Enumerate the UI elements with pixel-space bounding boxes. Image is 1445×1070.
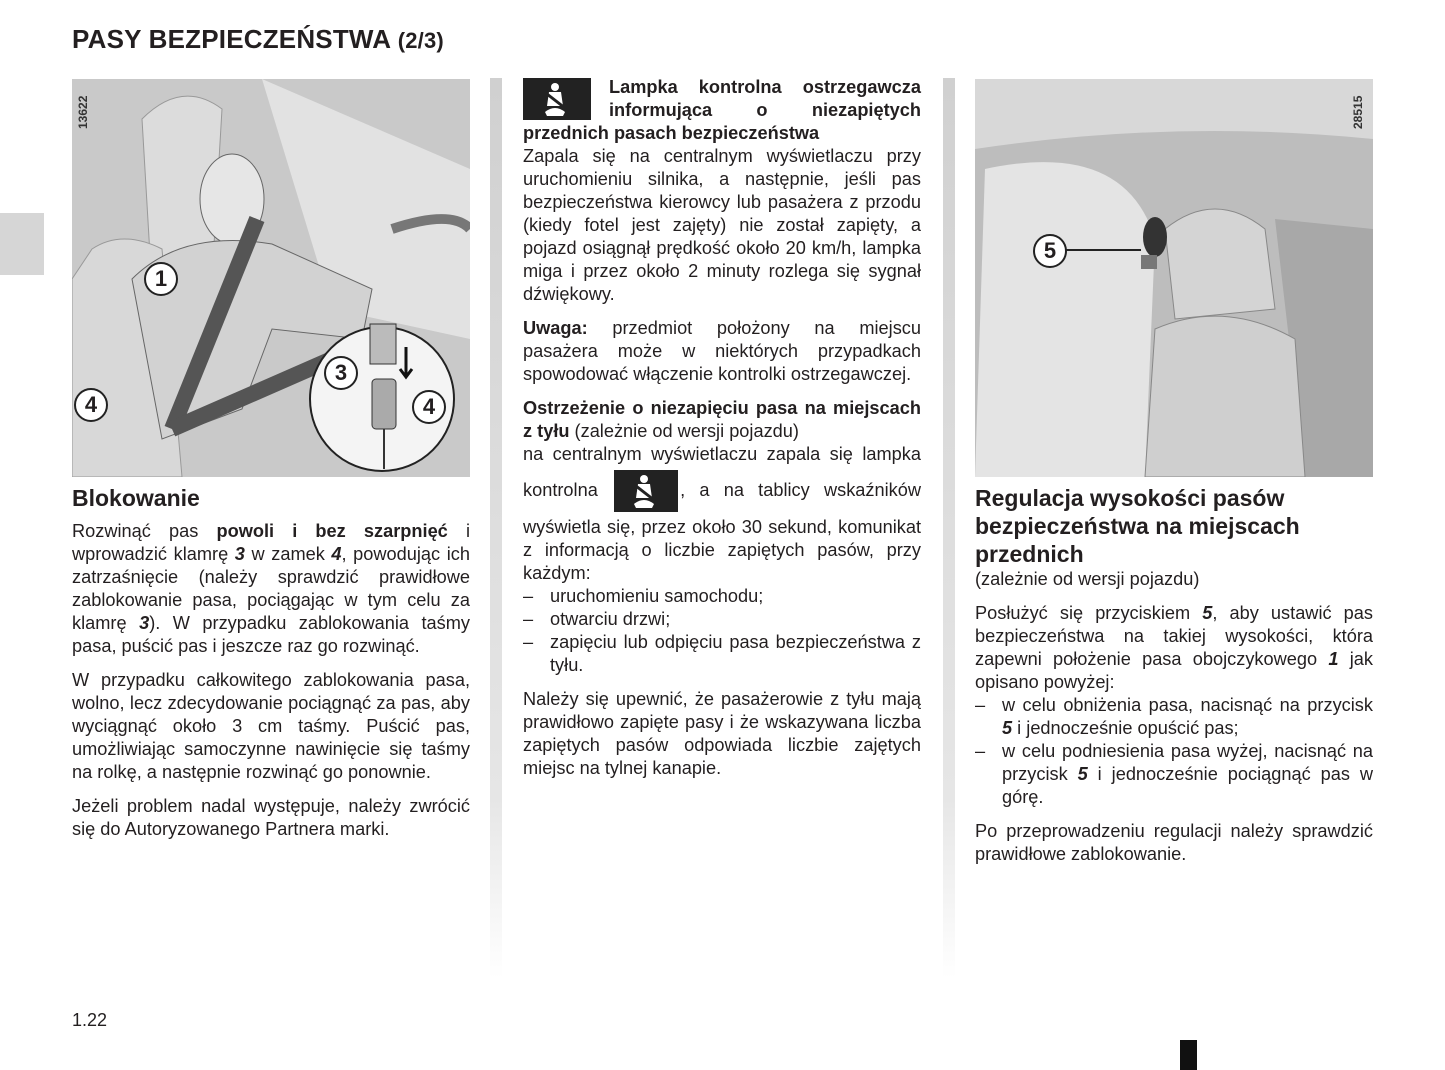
paragraph: Po przeprowadzeniu regulacji należy sprawdzić prawidłowe zablokowanie. [975,821,1373,864]
middle-column [523,76,921,791]
column-divider [490,78,502,978]
paragraph: Należy się upewnić, że pasażerowie z tyłu mają prawidłowo zapięte pasy i że wskazywana liczba zapiętych pasów odpowiada liczbie zajętych miejsc na tylnej kanapie. [523,689,921,778]
right-column [975,484,1373,877]
paragraph: Rozwinąć pas powoli i bez szarpnięć i wprowadzić klamrę 3 w zamek 4, powodując ich zatrzaśnięcie (należy sprawdzić prawidłowe zablokowanie pasa, pociągając w tym celu za klamrę 3). W przypadku zablokowania taśmy pasa, puścić pas i jeszcze raz go rozwinąć. [72,521,471,656]
heading-blokowanie: Blokowanie [72,485,200,511]
seatbelt-height-adjuster-illustration [975,79,1373,477]
paragraph: Posłużyć się przyciskiem 5, aby ustawić pas bezpieczeństwa na takiej wysokości, która zapewni położenie pasa obojczykowego 1 jak opisano powyżej: [975,603,1373,692]
version-note: (zależnie od wersji pojazdu) [975,569,1200,589]
callout-5: 5 [1033,234,1067,268]
callout-1: 1 [144,262,178,296]
seatbelt-warning-icon [614,470,678,512]
car-interior-drawing [975,79,1373,477]
page-title [72,24,444,55]
title-part: (2/3) [397,28,444,53]
note-paragraph: Uwaga: przedmiot położony na miejscu pasażera może w niektórych przypadkach spowodować włączenie kontrolki ostrzegawczej. [523,318,921,384]
paragraph: W przypadku całkowitego zablokowania pasa, wolno, lecz zdecydowanie pociągnąć za pas, aby wyciągnąć około 3 cm taśmy. Puścić pas, umożliwiając samoczynne nawinięcie się taśmy na rolkę, a następnie rozwinąć go ponownie. [72,670,470,782]
page-marker [1180,1040,1197,1070]
callout-4-inset: 4 [412,390,446,424]
heading-regulacja: Regulacja wysokości pasów bezpieczeństwa na miejscach przednich [975,485,1300,567]
list-item: – zapięciu lub odpięciu pasa bezpieczeństwa z tyłu. [523,632,921,675]
callout-3: 3 [324,356,358,390]
page-number: 1.22 [72,1010,108,1030]
list-item: – w celu podniesienia pasa wyżej, nacisnąć na przycisk 5 i jednocześnie pociągnąć pas w górę. [975,741,1374,807]
driver-drawing [72,79,470,477]
callout-line [1065,249,1141,251]
column-divider [943,78,955,978]
title-text: PASY BEZPIECZEŃSTWA [72,24,391,54]
list-item: – otwarciu drzwi; [523,609,671,629]
driver-seatbelt-illustration [72,79,470,477]
list-item: – uruchomieniu samochodu; [523,586,764,606]
callout-4: 4 [74,388,108,422]
warning-heading: Lampka kontrolna ostrzegawcza informująca o niezapiętych przednich pasach bezpieczeństwa [523,77,921,143]
paragraph: Jeżeli problem nadal występuje, należy zwrócić się do Autoryzowanego Partnera marki. [72,796,470,839]
figure-id: 13622 [76,95,90,129]
left-column [72,484,470,852]
list-item: – w celu obniżenia pasa, nacisnąć na przycisk 5 i jednocześnie opuścić pas; [975,695,1373,738]
paragraph: Zapala się na centralnym wyświetlaczu przy uruchomieniu silnika, a następnie, jeśli pas bezpieczeństwa kierowcy lub pasażera z przodu (kiedy fotel jest zajęty) nie został zapięty, a pojazd osiągnął prędkość około 20 km/h, lampka miga i przez około 2 minuty rozlega się sygnał dźwiękowy. [523,146,921,304]
section-tab [0,213,44,275]
seatbelt-warning-icon [523,78,591,120]
figure-id: 28515 [1351,95,1365,129]
rear-warning-paragraph: Ostrzeżenie o niezapięciu pasa na miejscach z tyłu (zależnie od wersji pojazdu) na centralnym wyświetlaczu zapala się lampka kontrolna , a na tablicy wskaźników wyświetla się, przez około 30 sekund, komunikat z informacją o liczbie zapiętych pasów, przy każdym: [523,398,921,583]
